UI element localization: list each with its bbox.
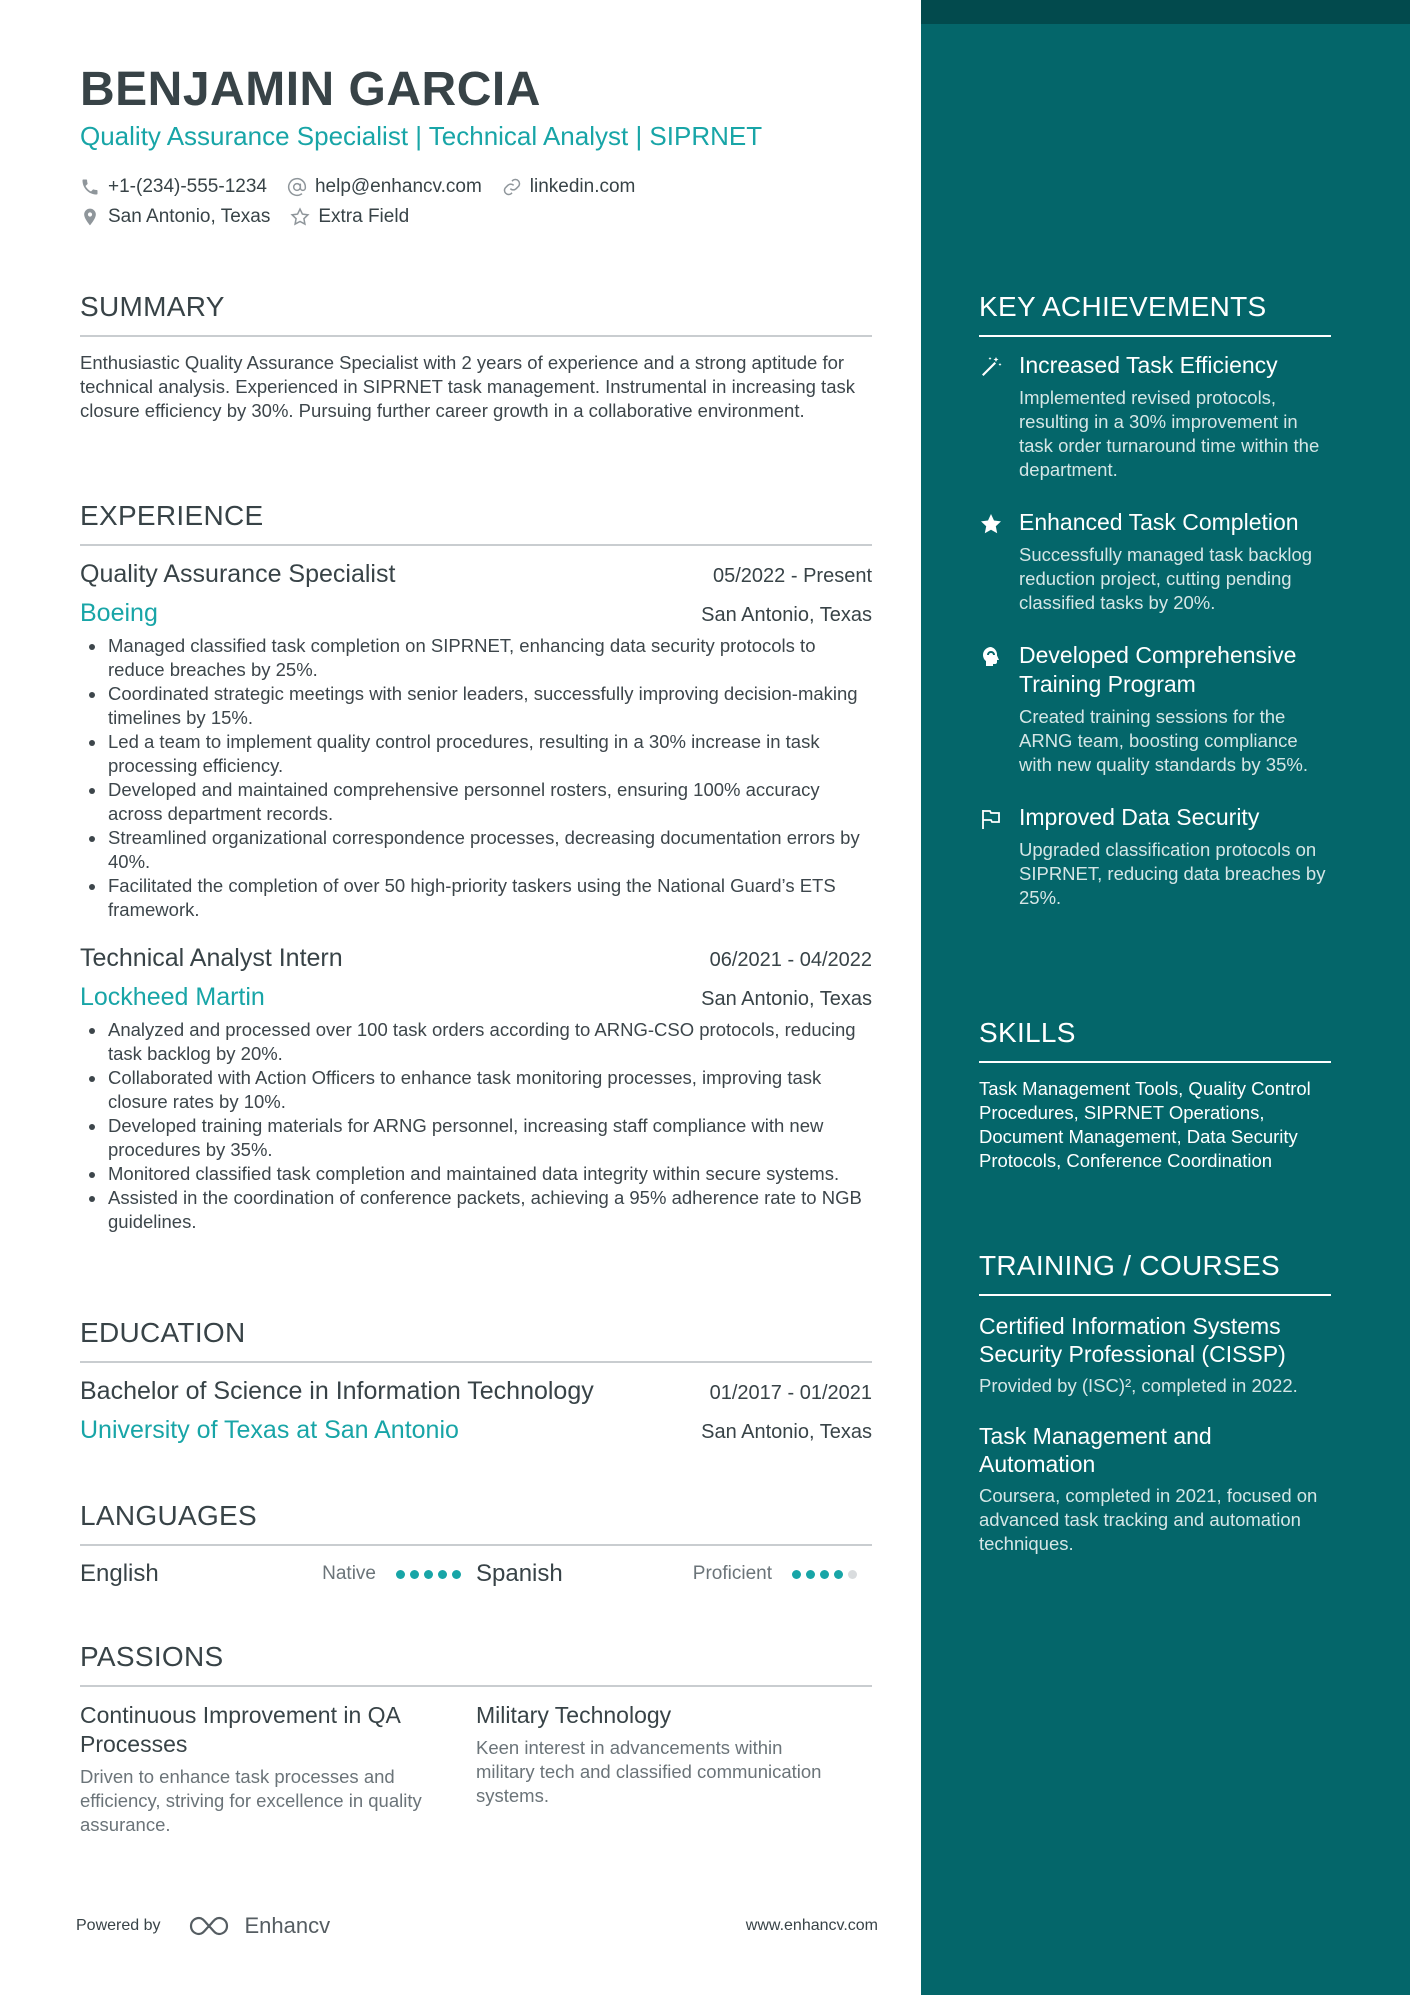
candidate-title: Quality Assurance Specialist | Technical Analyst | SIPRNET bbox=[80, 121, 763, 151]
language-name: Spanish bbox=[476, 1560, 563, 1587]
experience-heading: EXPERIENCE bbox=[80, 500, 872, 546]
rating-dot-filled bbox=[452, 1570, 461, 1579]
sidebar bbox=[921, 0, 1410, 1995]
passion-desc: Keen interest in advancements within military tech and classified communication systems. bbox=[476, 1737, 822, 1806]
sidebar-top-band bbox=[921, 0, 1410, 24]
contact-email[interactable] bbox=[287, 176, 482, 198]
passion-desc: Driven to enhance task processes and efficiency, striving for excellence in quality assurance. bbox=[80, 1766, 422, 1835]
footer bbox=[76, 1913, 878, 1939]
rating-dot-filled bbox=[820, 1570, 829, 1579]
language-item bbox=[80, 1560, 476, 1588]
achievement-item bbox=[979, 508, 1331, 615]
job-entry bbox=[80, 560, 872, 922]
job-role: Technical Analyst Intern bbox=[80, 944, 343, 972]
contact-info bbox=[80, 172, 872, 232]
job-dates: 06/2021 - 04/2022 bbox=[709, 949, 872, 971]
candidate-name: BENJAMIN GARCIA bbox=[80, 63, 541, 116]
star-outline-icon bbox=[290, 207, 310, 227]
website-link[interactable]: www.enhancv.com bbox=[745, 1917, 878, 1934]
rating-dot-filled bbox=[410, 1570, 419, 1579]
passion-item bbox=[80, 1701, 476, 1837]
job-dates: 05/2022 - Present bbox=[713, 565, 872, 587]
language-rating bbox=[396, 1570, 466, 1579]
bullet-item: Managed classified task completion on SIPRNET, enhancing data security protocols to reduce breaches by 25%. bbox=[80, 634, 872, 682]
job-company: Lockheed Martin bbox=[80, 983, 265, 1011]
phone-icon bbox=[80, 177, 100, 197]
skills-list: Task Management Tools, Quality Control Procedures, SIPRNET Operations, Document Management, Data Security Protocols, Conference Coordination bbox=[979, 1078, 1311, 1171]
achievement-desc: Implemented revised protocols, resulting in a 30% improvement in task order turnaround time within the department. bbox=[1019, 387, 1320, 480]
job-company: Boeing bbox=[80, 599, 158, 627]
rating-dot-filled bbox=[438, 1570, 447, 1579]
bullet-item: Assisted in the coordination of conference packets, achieving a 95% adherence rate to NGB guidelines. bbox=[80, 1186, 872, 1234]
rating-dot-filled bbox=[806, 1570, 815, 1579]
achievement-desc: Successfully managed task backlog reduction project, cutting pending classified tasks by 20%. bbox=[1019, 544, 1313, 613]
course-item bbox=[979, 1312, 1331, 1398]
course-title: Task Management and Automation bbox=[979, 1423, 1212, 1477]
school-location: San Antonio, Texas bbox=[701, 1421, 872, 1443]
education-entry bbox=[80, 1377, 872, 1445]
bullet-item: Led a team to implement quality control procedures, resulting in a 30% increase in task processing efficiency. bbox=[80, 730, 872, 778]
achievement-desc: Created training sessions for the ARNG team, boosting compliance with new quality standards by 35%. bbox=[1019, 706, 1308, 775]
linkedin-text: linkedin.com bbox=[529, 176, 636, 197]
course-desc: Coursera, completed in 2021, focused on advanced task tracking and automation techniques. bbox=[979, 1485, 1318, 1554]
brand-name: Enhancv bbox=[244, 1913, 331, 1938]
languages-heading: LANGUAGES bbox=[80, 1500, 872, 1546]
contact-phone[interactable] bbox=[80, 176, 267, 198]
magic-wand-icon bbox=[979, 355, 1003, 379]
achievement-item bbox=[979, 803, 1331, 910]
education-heading: EDUCATION bbox=[80, 1317, 872, 1363]
star-icon bbox=[979, 512, 1003, 536]
language-level: Proficient bbox=[692, 1563, 772, 1584]
experience-section bbox=[80, 500, 872, 1234]
languages-section bbox=[80, 1500, 872, 1588]
achievement-item bbox=[979, 641, 1331, 777]
training-heading: TRAINING / COURSES bbox=[979, 1250, 1331, 1296]
degree-name: Bachelor of Science in Information Technology bbox=[80, 1377, 594, 1405]
powered-by-label: Powered by bbox=[76, 1917, 161, 1934]
location-text: San Antonio, Texas bbox=[108, 206, 271, 227]
school-name: University of Texas at San Antonio bbox=[80, 1416, 459, 1444]
course-item bbox=[979, 1422, 1331, 1556]
passion-title: Continuous Improvement in QA Processes bbox=[80, 1702, 400, 1757]
enhancv-logo[interactable] bbox=[187, 1913, 331, 1939]
bullet-item: Coordinated strategic meetings with senior leaders, successfully improving decision-making timelines by 15%. bbox=[80, 682, 872, 730]
summary-text: Enthusiastic Quality Assurance Specialist with 2 years of experience and a strong aptitude for technical analysis. Experienced in SIPRNET task management. Instrumental in increasing task closure efficiency by 30%. Pursuing further career growth in a collaborative environment. bbox=[80, 352, 855, 421]
summary-section bbox=[80, 291, 872, 423]
course-title: Certified Information Systems Security Professional (CISSP) bbox=[979, 1313, 1286, 1367]
passions-section bbox=[80, 1641, 872, 1837]
location-pin-icon bbox=[80, 207, 100, 227]
training-section bbox=[979, 1250, 1331, 1556]
achievement-title: Increased Task Efficiency bbox=[1019, 352, 1278, 378]
language-name: English bbox=[80, 1560, 159, 1587]
brain-icon bbox=[979, 645, 1003, 669]
course-desc: Provided by (ISC)², completed in 2022. bbox=[979, 1375, 1298, 1396]
achievements-section bbox=[979, 291, 1331, 910]
phone-text: +1-(234)-555-1234 bbox=[108, 176, 267, 197]
rating-dot-filled bbox=[396, 1570, 405, 1579]
bullet-item: Facilitated the completion of over 50 high-priority taskers using the National Guard’s ETS framework. bbox=[80, 874, 872, 922]
summary-heading: SUMMARY bbox=[80, 291, 872, 337]
bullet-item: Collaborated with Action Officers to enhance task monitoring processes, improving task closure rates by 10%. bbox=[80, 1066, 872, 1114]
passion-title: Military Technology bbox=[476, 1702, 672, 1728]
skills-section bbox=[979, 1017, 1331, 1173]
achievement-desc: Upgraded classification protocols on SIPRNET, reducing data breaches by 25%. bbox=[1019, 839, 1326, 908]
bullet-item: Streamlined organizational correspondence processes, decreasing documentation errors by 40%. bbox=[80, 826, 872, 874]
job-location: San Antonio, Texas bbox=[701, 988, 872, 1010]
bullet-item: Monitored classified task completion and maintained data integrity within secure systems. bbox=[80, 1162, 872, 1186]
at-sign-icon bbox=[287, 177, 307, 197]
bullet-item: Analyzed and processed over 100 task orders according to ARNG-CSO protocols, reducing task backlog by 20%. bbox=[80, 1018, 872, 1066]
language-rating bbox=[792, 1570, 862, 1579]
rating-dot-empty bbox=[848, 1570, 857, 1579]
rating-dot-filled bbox=[834, 1570, 843, 1579]
contact-location bbox=[80, 206, 270, 228]
skills-heading: SKILLS bbox=[979, 1017, 1331, 1063]
education-dates: 01/2017 - 01/2021 bbox=[709, 1382, 872, 1404]
contact-row bbox=[80, 172, 872, 202]
passions-heading: PASSIONS bbox=[80, 1641, 872, 1687]
achievement-title: Enhanced Task Completion bbox=[1019, 509, 1299, 535]
language-level: Native bbox=[322, 1563, 376, 1584]
flag-icon bbox=[979, 807, 1003, 831]
passion-item bbox=[476, 1701, 872, 1837]
job-entry bbox=[80, 944, 872, 1234]
education-section bbox=[80, 1317, 872, 1445]
language-item bbox=[476, 1560, 872, 1588]
enhancv-logo-icon bbox=[187, 1914, 233, 1938]
extra-field-text: Extra Field bbox=[318, 206, 410, 227]
bullet-item: Developed and maintained comprehensive personnel rosters, ensuring 100% accuracy across department records. bbox=[80, 778, 872, 826]
bullet-item: Developed training materials for ARNG personnel, increasing staff compliance with new procedures by 35%. bbox=[80, 1114, 872, 1162]
email-text: help@enhancv.com bbox=[314, 176, 482, 197]
rating-dot-filled bbox=[424, 1570, 433, 1579]
achievements-heading: KEY ACHIEVEMENTS bbox=[979, 291, 1331, 337]
job-role: Quality Assurance Specialist bbox=[80, 560, 396, 588]
link-icon bbox=[502, 177, 522, 197]
job-location: San Antonio, Texas bbox=[701, 604, 872, 626]
job-bullets bbox=[80, 634, 872, 922]
contact-row bbox=[80, 202, 872, 232]
contact-extra bbox=[290, 206, 409, 228]
job-bullets bbox=[80, 1018, 872, 1234]
contact-linkedin[interactable] bbox=[502, 176, 636, 198]
achievement-item bbox=[979, 351, 1331, 482]
rating-dot-filled bbox=[792, 1570, 801, 1579]
achievement-title: Developed Comprehensive Training Program bbox=[1019, 642, 1297, 697]
achievement-title: Improved Data Security bbox=[1019, 804, 1260, 830]
